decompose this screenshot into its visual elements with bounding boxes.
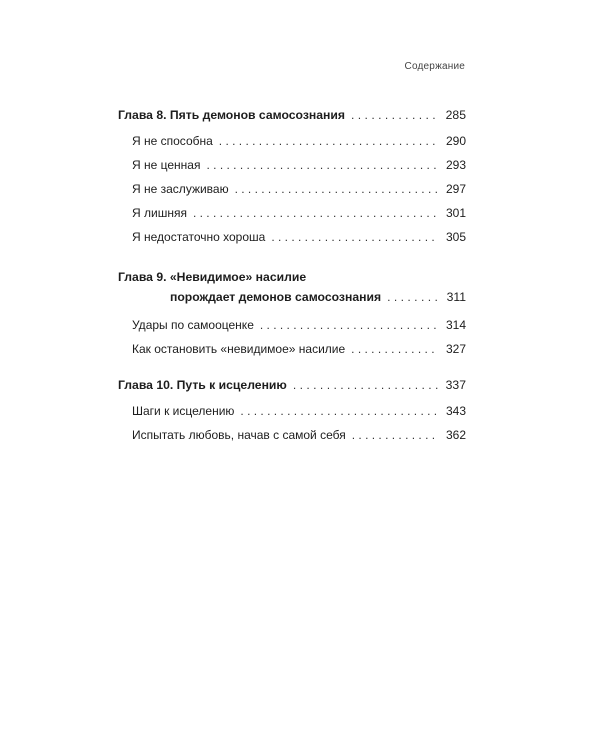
toc-chapter-9[interactable]: [118, 290, 466, 314]
page-number: 285: [445, 108, 466, 122]
page-number: 327: [445, 342, 466, 356]
item-title: Удары по самооценке: [132, 318, 254, 332]
page-number: 343: [445, 404, 466, 418]
page-number: 311: [446, 290, 466, 304]
dot-leader: [260, 318, 438, 332]
item-title: Я недостаточно хороша: [132, 230, 266, 244]
toc-chapter-9-title-line1[interactable]: [118, 270, 466, 290]
item-title: Я не заслуживаю: [132, 182, 229, 196]
toc-item[interactable]: [118, 404, 466, 428]
table-of-contents: [118, 108, 466, 452]
dot-leader: [235, 182, 438, 196]
page-number: 290: [445, 134, 466, 148]
dot-leader: [193, 206, 438, 220]
toc-chapter-8[interactable]: [118, 108, 466, 132]
running-header: Содержание: [404, 61, 465, 72]
toc-item[interactable]: [118, 342, 466, 366]
dot-leader: [293, 378, 438, 392]
dot-leader: [352, 428, 438, 442]
toc-chapter-10[interactable]: [118, 378, 466, 402]
toc-item[interactable]: [118, 158, 466, 182]
item-title: Я лишняя: [132, 206, 187, 220]
page-number: 362: [445, 428, 466, 442]
chapter-title: Глава 8. Пять демонов самосознания: [118, 108, 345, 122]
dot-leader: [351, 108, 438, 122]
dot-leader: [219, 134, 438, 148]
dot-leader: [351, 342, 438, 356]
toc-item[interactable]: [118, 428, 466, 452]
dot-leader: [387, 290, 438, 304]
dot-leader: [271, 230, 438, 244]
item-title: Испытать любовь, начав с самой себя: [132, 428, 346, 442]
dot-leader: [240, 404, 438, 418]
toc-item[interactable]: [118, 230, 466, 254]
page-number: 301: [445, 206, 466, 220]
toc-item[interactable]: [118, 318, 466, 342]
chapter-title: Глава 9. «Невидимое» насилие: [118, 270, 307, 284]
page-number: 337: [445, 378, 466, 392]
chapter-title: Глава 10. Путь к исцелению: [118, 378, 287, 392]
toc-item[interactable]: [118, 206, 466, 230]
page-number: 305: [445, 230, 466, 244]
item-title: Как остановить «невидимое» насилие: [132, 342, 346, 356]
item-title: Я не ценная: [132, 158, 201, 172]
toc-item[interactable]: [118, 134, 466, 158]
page-number: 297: [445, 182, 466, 196]
page-number: 314: [445, 318, 466, 332]
item-title: Я не способна: [132, 134, 213, 148]
dot-leader: [206, 158, 438, 172]
page-number: 293: [445, 158, 466, 172]
item-title: Шаги к исцелению: [132, 404, 235, 418]
chapter-title-continued: порождает демонов самосознания: [170, 290, 382, 304]
toc-item[interactable]: [118, 182, 466, 206]
